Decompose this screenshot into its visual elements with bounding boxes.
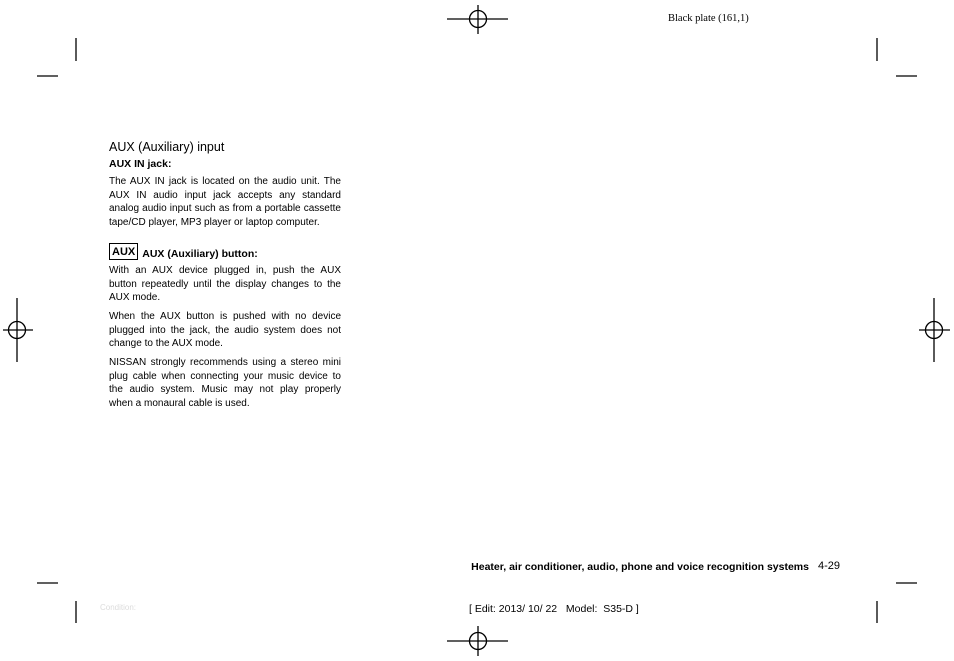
aux-button-heading-row (109, 243, 341, 260)
page-number: 4-29 (818, 560, 841, 572)
content-column (109, 140, 341, 416)
button-paragraph-2: When the AUX button is pushed with no device plugged into the jack, the audio system does not change to the AUX mode. (109, 310, 341, 350)
plate-label: Black plate (161,1) (668, 13, 749, 24)
chapter-title: Heater, air conditioner, audio, phone and voice recognition systems (471, 561, 809, 573)
condition-label: Condition: (100, 603, 137, 612)
button-paragraph-3: NISSAN strongly recommends using a stereo mini plug cable when connecting your music device to the audio system. Music may not play properly when a monaural cable is used. (109, 357, 341, 410)
jack-heading: AUX IN jack: (109, 158, 172, 170)
button-paragraph-1: With an AUX device plugged in, push the AUX button repeatedly until the display changes to the AUX mode. (109, 264, 341, 304)
edit-info: [ Edit: 2013/ 10/ 22 Model: S35-D ] (469, 603, 639, 615)
aux-button-heading: AUX (Auxiliary) button: (142, 247, 258, 260)
aux-button-icon: AUX (109, 243, 138, 260)
jack-paragraph: The AUX IN jack is located on the audio unit. The AUX IN audio input jack accepts any standard analog audio input such as from a portable cassette tape/CD player, MP3 player or laptop computer. (109, 176, 341, 229)
section-title: AUX (Auxiliary) input (109, 140, 225, 154)
